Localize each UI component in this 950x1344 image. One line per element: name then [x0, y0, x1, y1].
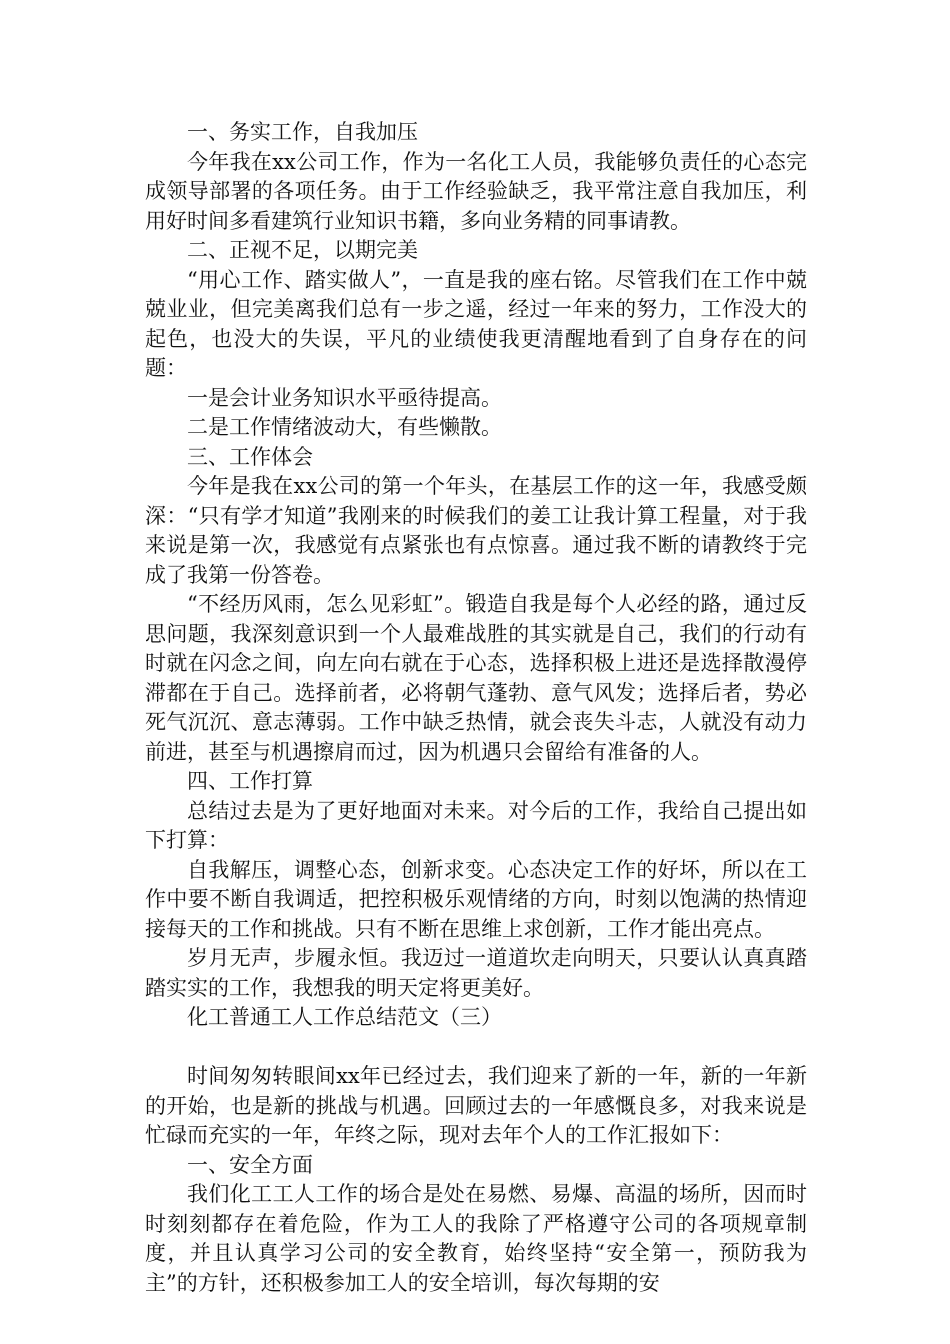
- paragraph: 一是会计业务知识水平亟待提高。: [187, 385, 502, 410]
- paragraph: 今年我在xx公司工作，作为一名化工人员，我能够负责任的心态完成领导部署的各项任务。由于工作经验缺乏，我平常注意自我加压，利用好时间多看建筑行业知识书籍，多向业务精的同事请教。: [145, 149, 807, 233]
- paragraph: 今年是我在xx公司的第一个年头，在基层工作的这一年，我感受颇深：“只有学才知道”我刚来的时候我们的姜工让我计算工程量，对于我来说是第一次，我感觉有点紧张也有点惊喜。通过我不断的请教终于完成了我第一份答卷。: [145, 474, 807, 587]
- paragraph: “不经历风雨，怎么见彩虹”。锻造自我是每个人必经的路，通过反思问题，我深刻意识到一个人最难战胜的其实就是自己，我们的行动有时就在闪念之间，向左向右就在于心态，选择积极上进还是选择散漫停滞都在于自己。选择前者，必将朝气蓬勃、意气风发；选择后者，势必死气沉沉、意志薄弱。工作中缺乏热情，就会丧失斗志，人就没有动力前进，甚至与机遇擦肩而过，因为机遇只会留给有准备的人。: [145, 592, 807, 764]
- document-body: [145, 118, 807, 1298]
- blank-line: [145, 1033, 807, 1063]
- section-heading-2: 二、正视不足，以期完美: [187, 238, 418, 262]
- paragraph: “用心工作、踏实做人”，一直是我的座右铭。尽管我们在工作中兢兢业业，但完美离我们总有一步之遥，经过一年来的努力，工作没大的起色，也没大的失误，平凡的业绩使我更清醒地看到了自身存在的问题：: [145, 267, 807, 380]
- paragraph: 总结过去是为了更好地面对未来。对今后的工作，我给自己提出如下打算：: [145, 798, 807, 852]
- paragraph: 岁月无声，步履永恒。我迈过一道道坎走向明天，只要认认真真踏踏实实的工作，我想我的明天定将更美好。: [145, 946, 807, 1000]
- paragraph: 自我解压，调整心态，创新求变。心态决定工作的好坏，所以在工作中要不断自我调适，把控积极乐观情绪的方向，时刻以饱满的热情迎接每天的工作和挑战。只有不断在思维上求创新，工作才能出亮点。: [145, 857, 807, 941]
- paragraph: 时间匆匆转眼间xx年已经过去，我们迎来了新的一年，新的一年新的开始，也是新的挑战与机遇。回顾过去的一年感慨良多，对我来说是忙碌而充实的一年，年终之际，现对去年个人的工作汇报如下：: [145, 1064, 807, 1147]
- paragraph: 我们化工工人工作的场合是处在易燃、易爆、高温的场所，因而时时刻刻都存在着危险，作为工人的我除了严格遵守公司的各项规章制度，并且认真学习公司的安全教育，始终坚持“安全第一，预防我为主”的方针，还积极参加工人的安全培训，每次每期的安: [145, 1182, 807, 1295]
- section-heading-1: 一、务实工作，自我加压: [187, 120, 418, 144]
- section-heading-4: 四、工作打算: [187, 769, 313, 793]
- article-title: 化工普通工人工作总结范文（三）: [187, 1005, 502, 1029]
- paragraph: 二是工作情绪波动大，有些懒散。: [187, 415, 502, 439]
- section-heading-5: 一、安全方面: [187, 1152, 313, 1177]
- section-heading-3: 三、工作体会: [187, 444, 313, 469]
